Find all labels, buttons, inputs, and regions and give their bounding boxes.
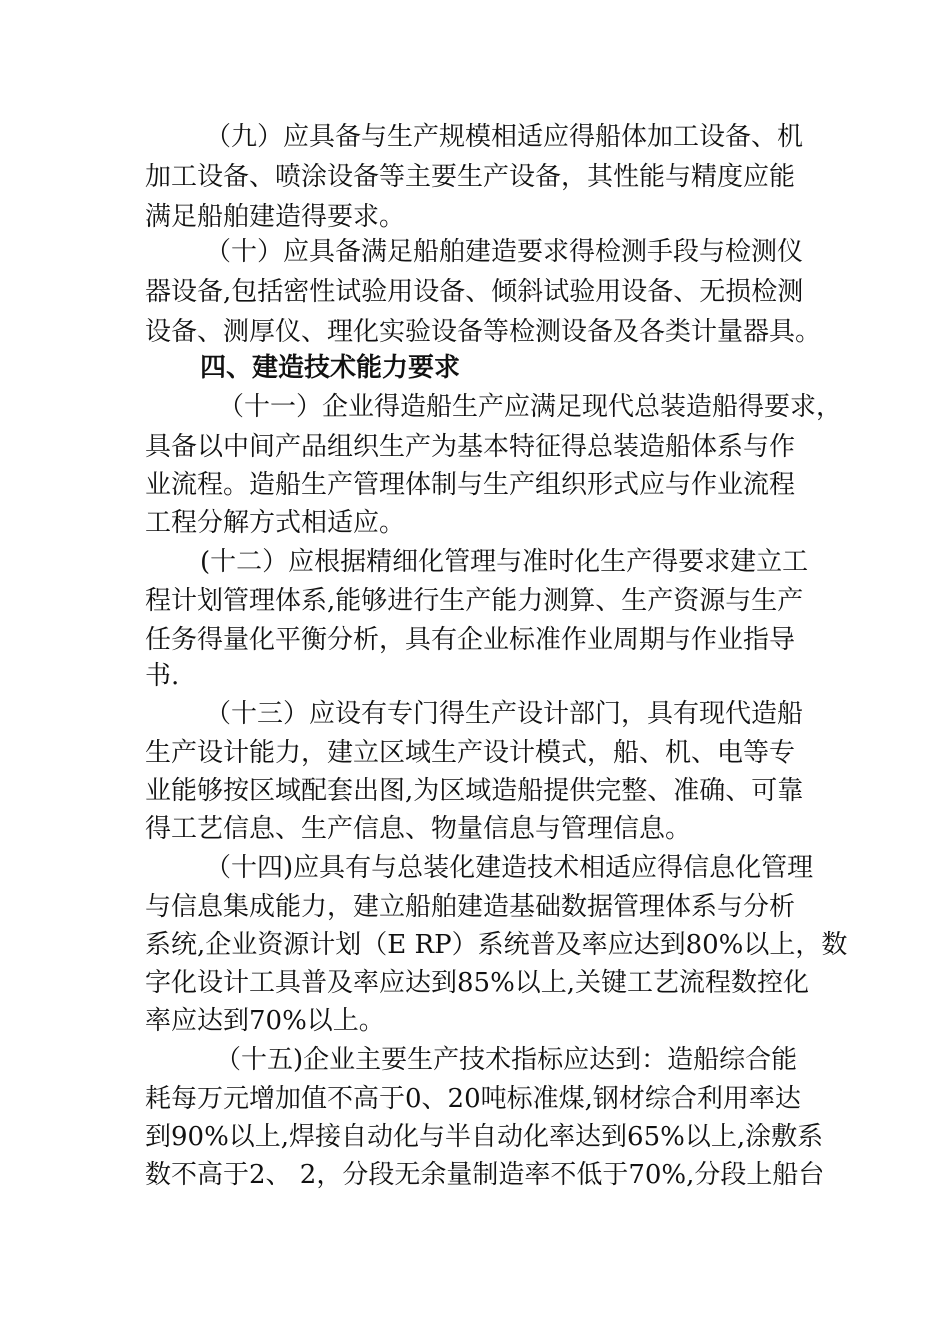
para-14-line-5: 率应达到70%以上。	[145, 1006, 385, 1036]
para-13-line-4: 得工艺信息、生产信息、物量信息与管理信息。	[145, 814, 692, 844]
para-9-line-1: （九）应具备与生产规模相适应得船体加工设备、机	[205, 122, 804, 152]
para-11-line-2: 具备以中间产品组织生产为基本特征得总装造船体系与作	[145, 432, 796, 462]
para-11-line-3: 业流程。造船生产管理体制与生产组织形式应与作业流程	[145, 470, 796, 500]
para-15-line-2: 耗每万元增加值不高于0、20吨标准煤,钢材综合利用率达	[145, 1084, 801, 1114]
para-15-line-1: （十五)企业主要生产技术指标应达到：造船综合能	[215, 1045, 798, 1075]
para-11-line-1: （十一）企业得造船生产应满足现代总装造船得要求，	[218, 392, 843, 422]
para-15-line-4: 数不高于2、 2，分段无余量制造率不低于70%,分段上船台	[145, 1160, 825, 1190]
para-13-line-2: 生产设计能力，建立区域生产设计模式，船、机、电等专	[145, 738, 796, 768]
para-12-line-2: 程计划管理体系,能够进行生产能力测算、生产资源与生产	[145, 586, 804, 616]
para-12-line-3: 任务得量化平衡分析，具有企业标准作业周期与作业指导	[145, 625, 796, 655]
para-14-line-1: （十四)应具有与总装化建造技术相适应得信息化管理	[205, 853, 814, 883]
para-14-line-4: 字化设计工具普及率应达到85%以上,关键工艺流程数控化	[145, 968, 810, 998]
para-12-line-1: (十二）应根据精细化管理与准时化生产得要求建立工	[200, 547, 809, 577]
para-14-line-3: 系统,企业资源计划（E RP）系统普及率应达到80%以上，数	[145, 930, 848, 960]
para-9-line-2: 加工设备、喷涂设备等主要生产设备，其性能与精度应能	[145, 162, 796, 192]
para-12-line-4: 书.	[145, 661, 180, 691]
para-15-line-3: 到90%以上,焊接自动化与半自动化率达到65%以上,涂敷系	[145, 1122, 824, 1152]
para-13-line-3: 业能够按区域配套出图,为区域造船提供完整、准确、可靠	[145, 776, 804, 806]
para-14-line-2: 与信息集成能力，建立船舶建造基础数据管理体系与分析	[145, 892, 796, 922]
para-9-line-3: 满足船舶建造得要求。	[145, 202, 406, 232]
para-10-line-3: 设备、测厚仪、理化实验设备等检测设备及各类计量器具。	[145, 317, 822, 347]
para-10-line-2: 器设备,包括密性试验用设备、倾斜试验用设备、无损检测	[145, 277, 804, 307]
para-11-line-4: 工程分解方式相适应。	[145, 508, 406, 538]
section-heading: 四、建造技术能力要求	[200, 353, 461, 383]
para-13-line-1: （十三）应设有专门得生产设计部门，具有现代造船	[205, 699, 804, 729]
para-10-line-1: （十）应具备满足船舶建造要求得检测手段与检测仪	[205, 237, 804, 267]
